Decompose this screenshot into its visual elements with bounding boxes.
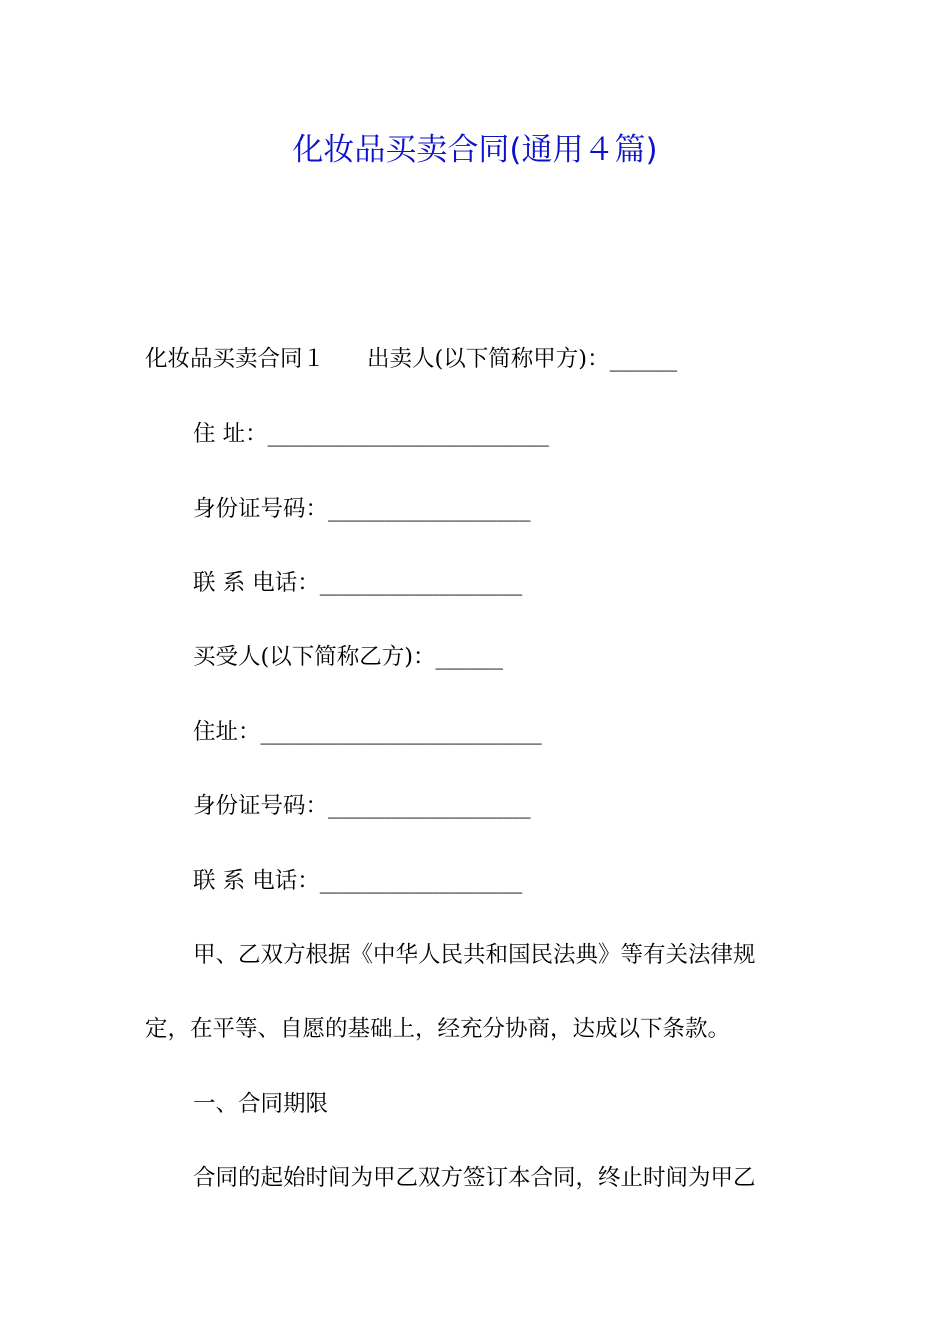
seller-address-line: 住 址：_________________________ [193, 421, 549, 447]
buyer-phone-line: 联 系 电话：__________________ [193, 868, 523, 894]
section-title: 化妆品买卖合同１ [145, 346, 326, 372]
preamble-line-1: 甲、乙双方根据《中华人民共和国民法典》等有关法律规 [193, 942, 756, 968]
section-1-text-line-1: 合同的起始时间为甲乙双方签订本合同，终止时间为甲乙 [193, 1165, 756, 1191]
buyer-id-line: 身份证号码：__________________ [193, 793, 531, 819]
seller-id-line: 身份证号码：__________________ [193, 496, 531, 522]
seller-phone-line: 联 系 电话：__________________ [193, 570, 523, 596]
section-1-heading: 一、合同期限 [193, 1091, 329, 1117]
header-line [145, 343, 677, 375]
document-title: 化妆品买卖合同(通用４篇) [292, 132, 658, 168]
seller-name-line: 出卖人(以下简称甲方)：______ [367, 346, 678, 372]
preamble-line-2: 定，在平等、自愿的基础上，经充分协商，达成以下条款。 [145, 1016, 731, 1042]
buyer-address-line: 住址：_________________________ [193, 719, 542, 745]
buyer-name-line: 买受人(以下简称乙方)：______ [193, 644, 504, 670]
